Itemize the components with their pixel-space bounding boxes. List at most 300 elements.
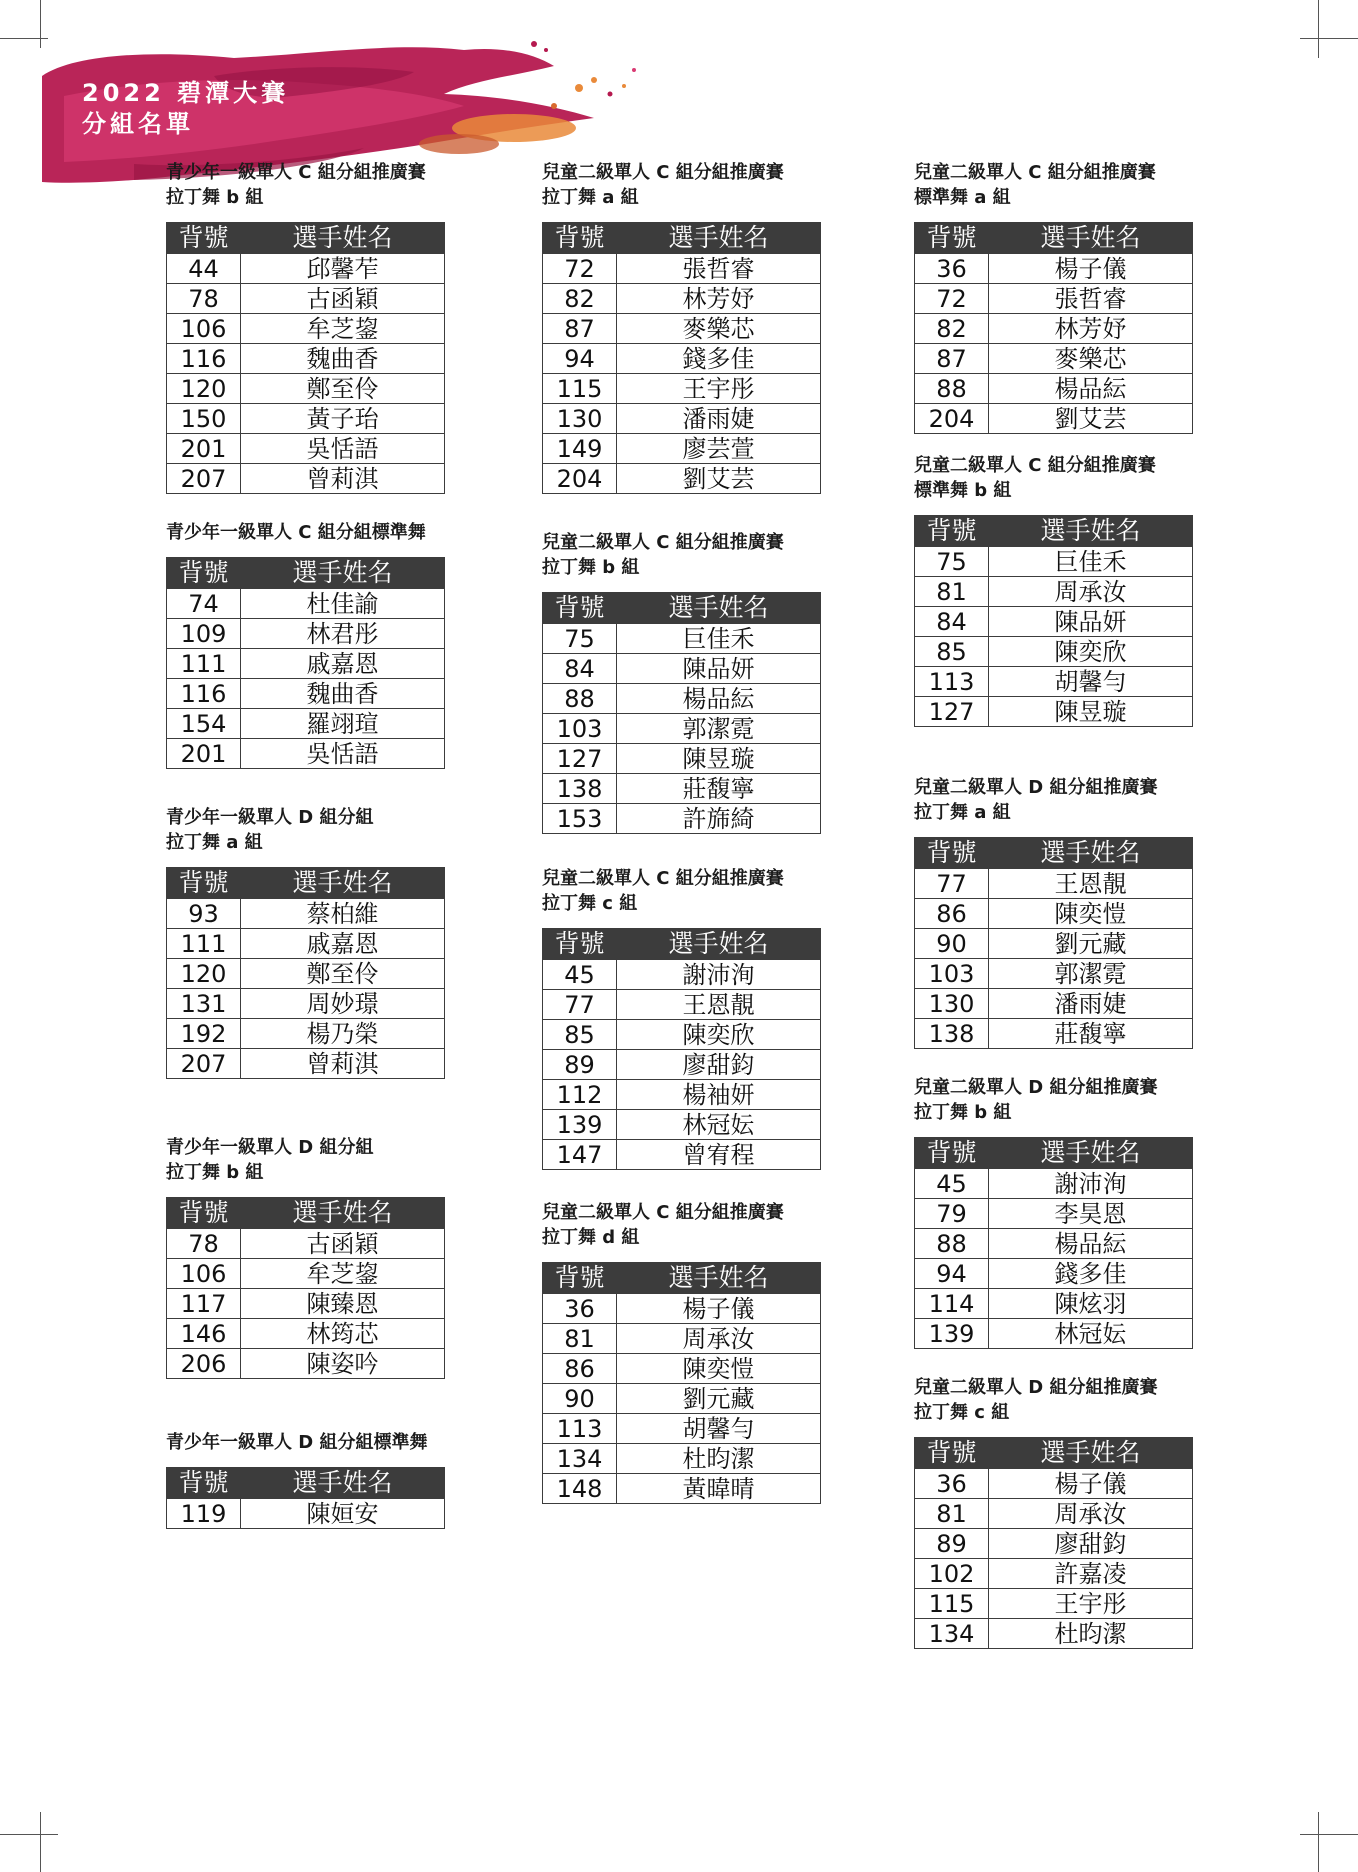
table-row xyxy=(167,899,445,929)
competitor-name: 楊品紜 xyxy=(989,374,1193,404)
competitor-number: 119 xyxy=(167,1499,241,1529)
table-row xyxy=(915,1169,1193,1199)
competitor-name: 錢多佳 xyxy=(617,344,821,374)
competitor-number: 204 xyxy=(915,404,989,434)
group-title-line2: 拉丁舞 b 組 xyxy=(166,1162,264,1183)
competitor-name: 魏曲香 xyxy=(241,679,445,709)
table-row xyxy=(543,404,821,434)
table-row xyxy=(915,1229,1193,1259)
competitor-number: 86 xyxy=(543,1354,617,1384)
crop-mark xyxy=(1318,0,1319,58)
table-header-row xyxy=(167,1468,445,1499)
document-title xyxy=(82,78,289,140)
table-row xyxy=(915,1259,1193,1289)
table-row xyxy=(915,404,1193,434)
competitor-name: 陳昱璇 xyxy=(989,697,1193,727)
competitor-number: 93 xyxy=(167,899,241,929)
competitor-number: 113 xyxy=(543,1414,617,1444)
competitor-name: 魏曲香 xyxy=(241,344,445,374)
competitor-name: 曾宥程 xyxy=(617,1140,821,1170)
table-row xyxy=(915,1289,1193,1319)
group-title-line2: 拉丁舞 d 組 xyxy=(542,1227,640,1248)
roster-table xyxy=(166,867,445,1079)
group-title-line1: 青少年一級單人 C 組分組標準舞 xyxy=(166,522,426,543)
group-title xyxy=(166,805,444,855)
competitor-name: 郭潔霓 xyxy=(617,714,821,744)
crop-mark xyxy=(1300,1834,1358,1835)
competitor-name: 麥樂芯 xyxy=(989,344,1193,374)
competitor-name: 巨佳禾 xyxy=(989,547,1193,577)
table-row xyxy=(167,344,445,374)
competitor-number: 84 xyxy=(543,654,617,684)
group-title xyxy=(914,1375,1192,1425)
table-header-row xyxy=(167,1198,445,1229)
competitor-name: 楊子儀 xyxy=(617,1294,821,1324)
table-row xyxy=(543,1384,821,1414)
competitor-number: 106 xyxy=(167,1259,241,1289)
competitor-name: 吳恬語 xyxy=(241,434,445,464)
group-title xyxy=(166,520,444,545)
competitor-number: 45 xyxy=(915,1169,989,1199)
competitor-name: 陳炫羽 xyxy=(989,1289,1193,1319)
column-header-name: 選手姓名 xyxy=(989,1138,1193,1169)
table-row xyxy=(167,1319,445,1349)
table-row xyxy=(543,624,821,654)
table-row xyxy=(543,374,821,404)
competitor-name: 巨佳禾 xyxy=(617,624,821,654)
group-title-line1: 兒童二級單人 C 組分組推廣賽 xyxy=(914,162,1156,183)
roster-group xyxy=(542,866,820,1170)
document-title-line1: 2022 碧潭大賽 xyxy=(82,79,290,107)
competitor-number: 127 xyxy=(543,744,617,774)
roster-group xyxy=(914,160,1192,434)
competitor-number: 111 xyxy=(167,929,241,959)
competitor-name: 許旆綺 xyxy=(617,804,821,834)
competitor-number: 201 xyxy=(167,434,241,464)
competitor-number: 72 xyxy=(543,254,617,284)
table-row xyxy=(543,1080,821,1110)
competitor-number: 82 xyxy=(543,284,617,314)
competitor-number: 154 xyxy=(167,709,241,739)
column-header-name: 選手姓名 xyxy=(241,223,445,254)
competitor-number: 81 xyxy=(543,1324,617,1354)
competitor-number: 44 xyxy=(167,254,241,284)
table-row xyxy=(543,714,821,744)
competitor-name: 錢多佳 xyxy=(989,1259,1193,1289)
table-row xyxy=(915,607,1193,637)
competitor-number: 89 xyxy=(915,1529,989,1559)
column-header-number: 背號 xyxy=(167,1468,241,1499)
column-header-number: 背號 xyxy=(167,223,241,254)
column-header-name: 選手姓名 xyxy=(241,1198,445,1229)
table-row xyxy=(167,464,445,494)
group-title xyxy=(542,160,820,210)
table-row xyxy=(167,284,445,314)
roster-group xyxy=(166,160,444,494)
competitor-number: 72 xyxy=(915,284,989,314)
group-title xyxy=(542,1200,820,1250)
competitor-number: 120 xyxy=(167,374,241,404)
table-row xyxy=(915,577,1193,607)
table-row xyxy=(167,589,445,619)
group-title-line1: 兒童二級單人 D 組分組推廣賽 xyxy=(914,1077,1158,1098)
competitor-number: 103 xyxy=(915,959,989,989)
competitor-number: 78 xyxy=(167,1229,241,1259)
group-title-line2: 拉丁舞 b 組 xyxy=(542,557,640,578)
table-row xyxy=(915,1199,1193,1229)
competitor-number: 134 xyxy=(915,1619,989,1649)
competitor-number: 207 xyxy=(167,464,241,494)
competitor-number: 85 xyxy=(543,1020,617,1050)
column-header-number: 背號 xyxy=(543,223,617,254)
column-header-name: 選手姓名 xyxy=(241,558,445,589)
table-row xyxy=(167,739,445,769)
competitor-name: 鄭至伶 xyxy=(241,959,445,989)
competitor-number: 86 xyxy=(915,899,989,929)
competitor-number: 138 xyxy=(543,774,617,804)
competitor-number: 103 xyxy=(543,714,617,744)
competitor-name: 楊子儀 xyxy=(989,1469,1193,1499)
table-row xyxy=(543,1444,821,1474)
competitor-number: 89 xyxy=(543,1050,617,1080)
competitor-number: 111 xyxy=(167,649,241,679)
table-row xyxy=(915,1559,1193,1589)
crop-mark xyxy=(1300,38,1358,39)
table-row xyxy=(167,929,445,959)
column-header-number: 背號 xyxy=(915,516,989,547)
column-header-name: 選手姓名 xyxy=(989,516,1193,547)
competitor-number: 130 xyxy=(543,404,617,434)
table-row xyxy=(543,464,821,494)
competitor-number: 90 xyxy=(543,1384,617,1414)
roster-group xyxy=(166,520,444,769)
table-row xyxy=(915,1589,1193,1619)
competitor-name: 楊品紜 xyxy=(617,684,821,714)
competitor-name: 古函穎 xyxy=(241,284,445,314)
competitor-number: 146 xyxy=(167,1319,241,1349)
competitor-number: 153 xyxy=(543,804,617,834)
competitor-name: 杜昀潔 xyxy=(617,1444,821,1474)
table-row xyxy=(167,1259,445,1289)
competitor-name: 劉艾芸 xyxy=(989,404,1193,434)
competitor-name: 王宇彤 xyxy=(617,374,821,404)
roster-group xyxy=(166,1430,444,1529)
group-title-line2: 標準舞 b 組 xyxy=(914,480,1012,501)
table-row xyxy=(543,434,821,464)
competitor-number: 139 xyxy=(543,1110,617,1140)
table-row xyxy=(915,959,1193,989)
table-header-row xyxy=(167,223,445,254)
table-header-row xyxy=(543,929,821,960)
table-row xyxy=(543,774,821,804)
group-title-line2: 拉丁舞 c 組 xyxy=(542,893,638,914)
group-title-line1: 青少年一級單人 D 組分組 xyxy=(166,807,374,828)
group-title xyxy=(914,160,1192,210)
competitor-name: 楊子儀 xyxy=(989,254,1193,284)
competitor-name: 曾莉淇 xyxy=(241,464,445,494)
table-row xyxy=(167,679,445,709)
column-header-number: 背號 xyxy=(915,838,989,869)
group-title-line1: 兒童二級單人 C 組分組推廣賽 xyxy=(542,532,784,553)
table-row xyxy=(915,989,1193,1019)
competitor-number: 116 xyxy=(167,679,241,709)
roster-group xyxy=(542,530,820,834)
column-header-name: 選手姓名 xyxy=(617,1263,821,1294)
group-title xyxy=(914,453,1192,503)
roster-group xyxy=(914,1375,1192,1649)
group-title-line2: 拉丁舞 a 組 xyxy=(914,802,1011,823)
competitor-number: 147 xyxy=(543,1140,617,1170)
competitor-name: 羅翊瑄 xyxy=(241,709,445,739)
competitor-name: 廖甜鈞 xyxy=(989,1529,1193,1559)
table-header-row xyxy=(915,516,1193,547)
competitor-number: 138 xyxy=(915,1019,989,1049)
competitor-number: 150 xyxy=(167,404,241,434)
table-header-row xyxy=(167,868,445,899)
roster-table xyxy=(914,1137,1193,1349)
competitor-name: 周承汝 xyxy=(617,1324,821,1354)
column-header-number: 背號 xyxy=(543,593,617,624)
crop-mark xyxy=(1318,1812,1319,1872)
table-row xyxy=(915,314,1193,344)
group-title xyxy=(914,775,1192,825)
competitor-number: 88 xyxy=(543,684,617,714)
competitor-number: 36 xyxy=(915,254,989,284)
roster-table xyxy=(542,592,821,834)
group-title-line1: 兒童二級單人 D 組分組推廣賽 xyxy=(914,1377,1158,1398)
competitor-number: 75 xyxy=(543,624,617,654)
competitor-number: 115 xyxy=(543,374,617,404)
competitor-number: 109 xyxy=(167,619,241,649)
competitor-number: 102 xyxy=(915,1559,989,1589)
competitor-number: 81 xyxy=(915,577,989,607)
table-row xyxy=(543,990,821,1020)
competitor-number: 114 xyxy=(915,1289,989,1319)
competitor-name: 林冠妘 xyxy=(989,1319,1193,1349)
group-title-line2: 拉丁舞 b 組 xyxy=(166,187,264,208)
table-row xyxy=(543,1324,821,1354)
group-title-line1: 青少年一級單人 D 組分組 xyxy=(166,1137,374,1158)
competitor-name: 胡馨勻 xyxy=(617,1414,821,1444)
group-title-line1: 兒童二級單人 C 組分組推廣賽 xyxy=(542,1202,784,1223)
competitor-name: 陳品妍 xyxy=(617,654,821,684)
table-row xyxy=(543,1110,821,1140)
table-row xyxy=(915,899,1193,929)
table-header-row xyxy=(543,1263,821,1294)
table-row xyxy=(167,649,445,679)
column-header-name: 選手姓名 xyxy=(617,223,821,254)
table-row xyxy=(543,654,821,684)
table-row xyxy=(915,254,1193,284)
group-title xyxy=(542,530,820,580)
table-row xyxy=(543,1020,821,1050)
table-row xyxy=(915,869,1193,899)
competitor-name: 古函穎 xyxy=(241,1229,445,1259)
competitor-number: 77 xyxy=(543,990,617,1020)
competitor-name: 張哲睿 xyxy=(617,254,821,284)
table-header-row xyxy=(543,593,821,624)
table-row xyxy=(915,284,1193,314)
table-row xyxy=(543,1140,821,1170)
competitor-name: 莊馥寧 xyxy=(989,1019,1193,1049)
table-row xyxy=(543,684,821,714)
competitor-name: 黃子珆 xyxy=(241,404,445,434)
competitor-number: 88 xyxy=(915,1229,989,1259)
roster-table xyxy=(166,557,445,769)
group-title-line1: 青少年一級單人 D 組分組標準舞 xyxy=(166,1432,428,1453)
group-title-line1: 兒童二級單人 C 組分組推廣賽 xyxy=(542,868,784,889)
competitor-name: 謝沛洵 xyxy=(989,1169,1193,1199)
group-title-line2: 拉丁舞 b 組 xyxy=(914,1102,1012,1123)
competitor-number: 192 xyxy=(167,1019,241,1049)
competitor-name: 牟芝鋆 xyxy=(241,1259,445,1289)
competitor-number: 74 xyxy=(167,589,241,619)
column-header-name: 選手姓名 xyxy=(989,223,1193,254)
roster-group xyxy=(914,453,1192,727)
competitor-name: 周承汝 xyxy=(989,1499,1193,1529)
competitor-number: 127 xyxy=(915,697,989,727)
table-row xyxy=(543,254,821,284)
competitor-number: 90 xyxy=(915,929,989,959)
competitor-name: 潘雨婕 xyxy=(617,404,821,434)
group-title-line1: 兒童二級單人 C 組分組推廣賽 xyxy=(542,162,784,183)
table-row xyxy=(167,1049,445,1079)
competitor-number: 206 xyxy=(167,1349,241,1379)
roster-table xyxy=(914,222,1193,434)
table-row xyxy=(167,434,445,464)
table-row xyxy=(915,1469,1193,1499)
group-title-line1: 兒童二級單人 C 組分組推廣賽 xyxy=(914,455,1156,476)
column-header-name: 選手姓名 xyxy=(617,593,821,624)
competitor-name: 陳品妍 xyxy=(989,607,1193,637)
roster-table xyxy=(542,1262,821,1504)
table-row xyxy=(167,619,445,649)
roster-table xyxy=(914,1437,1193,1649)
table-row xyxy=(915,547,1193,577)
competitor-name: 劉元藏 xyxy=(989,929,1193,959)
group-title-line2: 拉丁舞 a 組 xyxy=(166,832,263,853)
table-header-row xyxy=(915,1438,1193,1469)
competitor-number: 115 xyxy=(915,1589,989,1619)
table-row xyxy=(167,254,445,284)
competitor-name: 周承汝 xyxy=(989,577,1193,607)
table-row xyxy=(167,1229,445,1259)
table-row xyxy=(167,709,445,739)
table-row xyxy=(167,989,445,1019)
table-row xyxy=(915,1019,1193,1049)
competitor-number: 201 xyxy=(167,739,241,769)
competitor-name: 黃暐晴 xyxy=(617,1474,821,1504)
table-row xyxy=(167,1019,445,1049)
table-header-row xyxy=(915,1138,1193,1169)
roster-table xyxy=(542,222,821,494)
table-row xyxy=(915,1319,1193,1349)
table-row xyxy=(543,284,821,314)
column-header-name: 選手姓名 xyxy=(989,1438,1193,1469)
group-title-line2: 拉丁舞 c 組 xyxy=(914,1402,1010,1423)
roster-group xyxy=(542,160,820,494)
competitor-number: 113 xyxy=(915,667,989,697)
group-title-line1: 兒童二級單人 D 組分組推廣賽 xyxy=(914,777,1158,798)
competitor-name: 周妙璟 xyxy=(241,989,445,1019)
group-title xyxy=(166,1135,444,1185)
competitor-name: 杜昀潔 xyxy=(989,1619,1193,1649)
table-row xyxy=(167,1499,445,1529)
group-title xyxy=(542,866,820,916)
column-header-name: 選手姓名 xyxy=(989,838,1193,869)
competitor-name: 陳姮安 xyxy=(241,1499,445,1529)
group-title-line2: 標準舞 a 組 xyxy=(914,187,1011,208)
competitor-name: 楊品紜 xyxy=(989,1229,1193,1259)
roster-table xyxy=(914,837,1193,1049)
competitor-name: 陳臻恩 xyxy=(241,1289,445,1319)
table-row xyxy=(915,344,1193,374)
competitor-name: 張哲睿 xyxy=(989,284,1193,314)
competitor-number: 148 xyxy=(543,1474,617,1504)
table-header-row xyxy=(915,223,1193,254)
competitor-name: 郭潔霓 xyxy=(989,959,1193,989)
column-header-number: 背號 xyxy=(167,1198,241,1229)
table-header-row xyxy=(167,558,445,589)
group-title xyxy=(914,1075,1192,1125)
competitor-number: 85 xyxy=(915,637,989,667)
competitor-number: 139 xyxy=(915,1319,989,1349)
competitor-number: 134 xyxy=(543,1444,617,1474)
competitor-name: 李昊恩 xyxy=(989,1199,1193,1229)
table-row xyxy=(543,1414,821,1444)
competitor-name: 鄭至伶 xyxy=(241,374,445,404)
table-row xyxy=(915,1529,1193,1559)
competitor-number: 106 xyxy=(167,314,241,344)
column-header-number: 背號 xyxy=(915,1138,989,1169)
competitor-number: 130 xyxy=(915,989,989,1019)
group-title xyxy=(166,160,444,210)
column-header-name: 選手姓名 xyxy=(241,868,445,899)
competitor-name: 胡馨勻 xyxy=(989,667,1193,697)
competitor-number: 88 xyxy=(915,374,989,404)
competitor-number: 75 xyxy=(915,547,989,577)
competitor-name: 蔡柏維 xyxy=(241,899,445,929)
group-title-line2: 拉丁舞 a 組 xyxy=(542,187,639,208)
competitor-name: 謝沛洵 xyxy=(617,960,821,990)
table-row xyxy=(915,637,1193,667)
competitor-name: 潘雨婕 xyxy=(989,989,1193,1019)
table-row xyxy=(167,959,445,989)
competitor-number: 94 xyxy=(543,344,617,374)
table-row xyxy=(167,314,445,344)
table-row xyxy=(543,1354,821,1384)
table-row xyxy=(915,667,1193,697)
competitor-name: 莊馥寧 xyxy=(617,774,821,804)
roster-group xyxy=(166,1135,444,1379)
competitor-name: 楊乃榮 xyxy=(241,1019,445,1049)
competitor-name: 林芳妤 xyxy=(617,284,821,314)
table-row xyxy=(543,314,821,344)
table-header-row xyxy=(543,223,821,254)
column-header-number: 背號 xyxy=(167,558,241,589)
competitor-name: 劉元藏 xyxy=(617,1384,821,1414)
competitor-number: 87 xyxy=(543,314,617,344)
crop-mark xyxy=(0,1834,58,1835)
table-row xyxy=(167,404,445,434)
column-header-number: 背號 xyxy=(167,868,241,899)
roster-table xyxy=(542,928,821,1170)
column-header-number: 背號 xyxy=(543,929,617,960)
table-row xyxy=(915,374,1193,404)
table-row xyxy=(167,1289,445,1319)
competitor-number: 36 xyxy=(543,1294,617,1324)
column-header-name: 選手姓名 xyxy=(241,1468,445,1499)
